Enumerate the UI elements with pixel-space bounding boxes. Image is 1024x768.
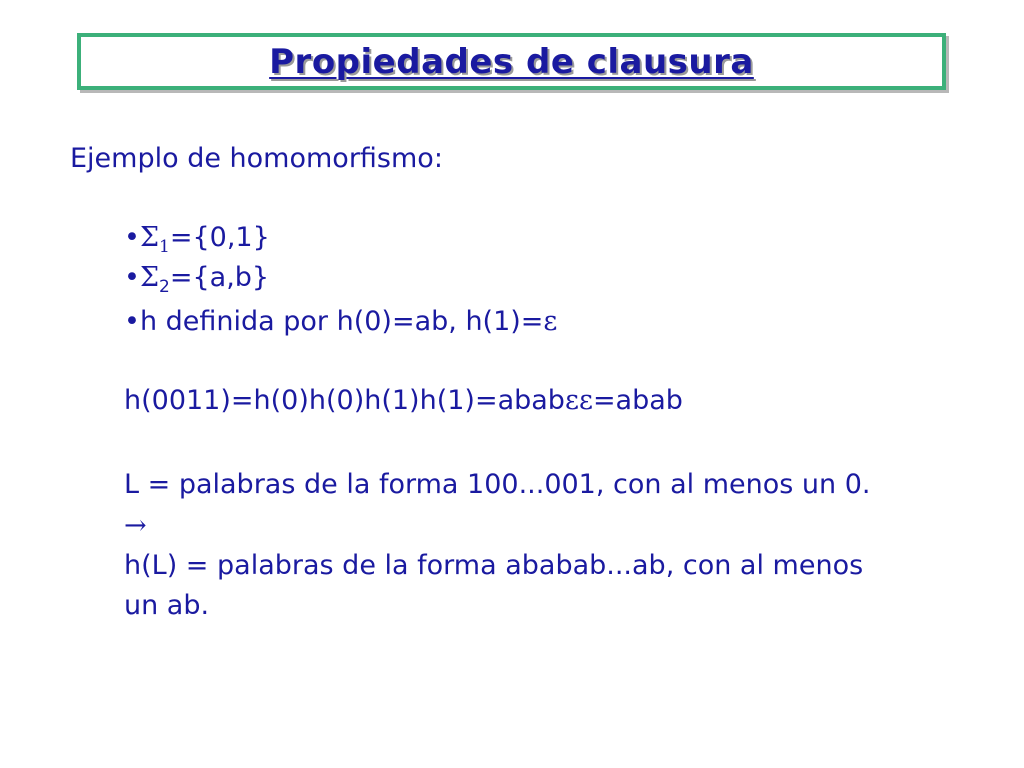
title-box bbox=[77, 33, 946, 90]
epsilon-symbol: ε bbox=[543, 306, 558, 337]
language-L: L = palabras de la forma 100...001, con al menos un 0. bbox=[124, 469, 871, 500]
h-definition-text: h definida por h(0)=ab, h(1)= bbox=[139, 306, 544, 337]
sigma-symbol: Σ bbox=[139, 262, 160, 293]
language-hL-line1: h(L) = palabras de la forma ababab...ab, con al menos bbox=[124, 550, 864, 581]
sigma1-set: ={0,1} bbox=[169, 222, 270, 253]
language-hL-line2: un ab. bbox=[124, 590, 210, 621]
sigma2-subscript: 2 bbox=[159, 277, 170, 297]
bullet-marker: • bbox=[124, 306, 140, 337]
arrow-icon: → bbox=[124, 510, 147, 541]
bullet-sigma1 bbox=[124, 222, 270, 263]
slide-title: Propiedades de clausura bbox=[269, 41, 754, 82]
bullet-sigma2 bbox=[124, 262, 269, 303]
example-after: =abab bbox=[592, 385, 683, 416]
sigma2-set: ={a,b} bbox=[169, 262, 270, 293]
sigma1-subscript: 1 bbox=[159, 237, 170, 257]
bullet-h-definition bbox=[124, 306, 557, 338]
intro-text: Ejemplo de homomorfismo: bbox=[70, 143, 443, 174]
sigma-symbol: Σ bbox=[139, 222, 160, 253]
example-before: h(0011)=h(0)h(0)h(1)h(1)=abab bbox=[124, 385, 565, 416]
example-line bbox=[124, 385, 683, 417]
epsilon-pair: εε bbox=[564, 385, 593, 416]
bullet-marker: • bbox=[124, 222, 140, 253]
bullet-marker: • bbox=[124, 262, 140, 293]
